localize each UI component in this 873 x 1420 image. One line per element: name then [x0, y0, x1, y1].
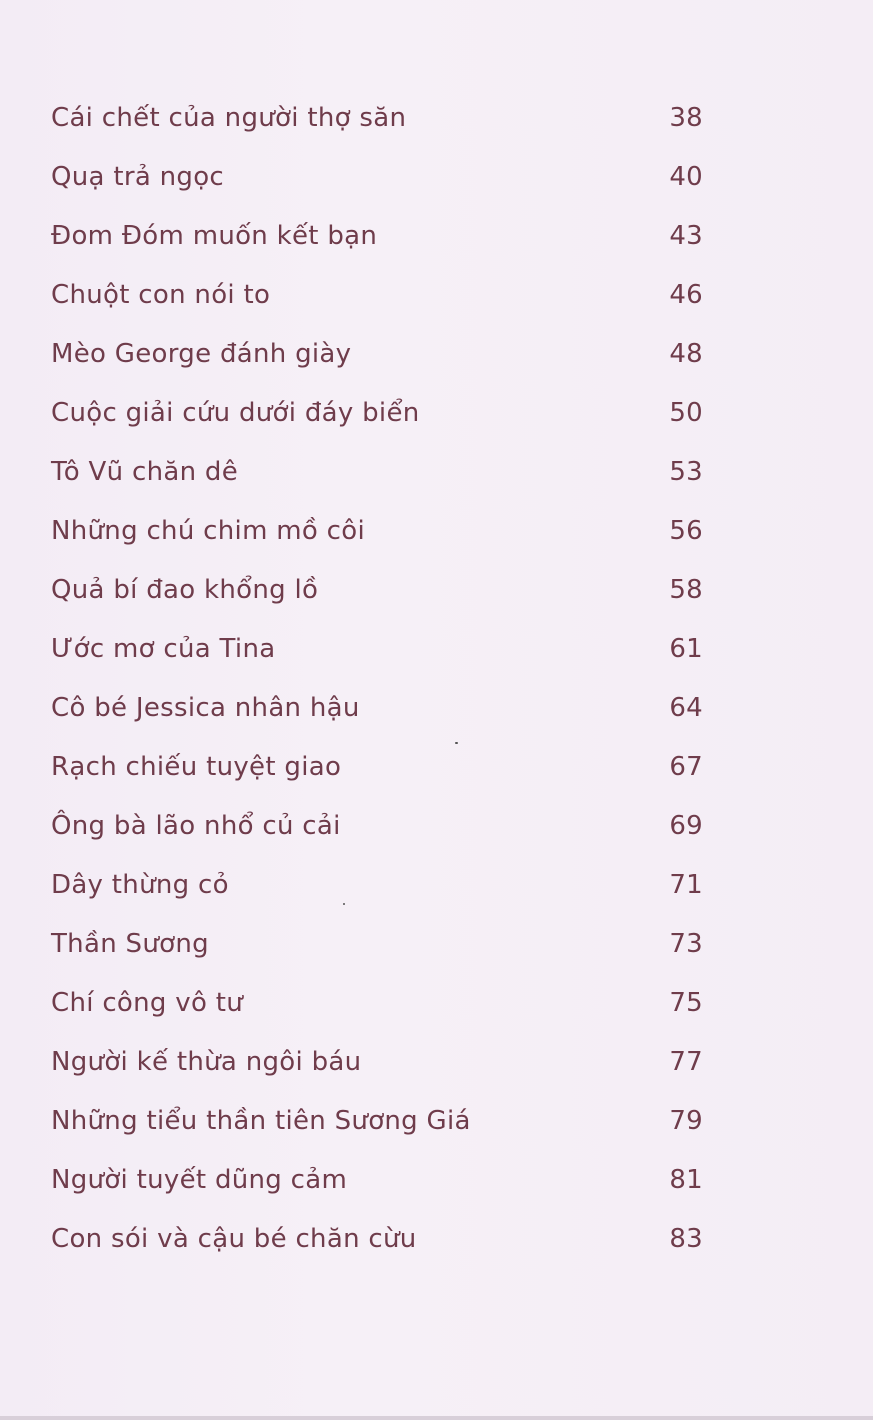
toc-entry	[51, 1209, 703, 1268]
toc-entry-title: Rạch chiếu tuyệt giao	[51, 751, 342, 782]
toc-entry-page-number: 58	[669, 574, 703, 605]
toc-entry	[51, 737, 703, 796]
print-speck	[343, 903, 345, 905]
toc-entry-title: Cuộc giải cứu dưới đáy biển	[51, 397, 420, 428]
toc-entry	[51, 914, 703, 973]
toc-entry-title: Ông bà lão nhổ củ cải	[51, 810, 341, 841]
toc-entry-title: Cái chết của người thợ săn	[51, 102, 407, 133]
toc-entry-title: Tô Vũ chăn dê	[51, 456, 239, 487]
toc-entry	[51, 206, 703, 265]
toc-entry-page-number: 61	[669, 633, 703, 664]
toc-entry-page-number: 83	[669, 1223, 703, 1254]
toc-entry-title: Người kế thừa ngôi báu	[51, 1046, 362, 1077]
toc-entry-page-number: 43	[669, 220, 703, 251]
toc-entry	[51, 147, 703, 206]
toc-entry-title: Mèo George đánh giày	[51, 338, 352, 369]
toc-entry-title: Quả bí đao khổng lồ	[51, 574, 319, 605]
toc-entry-title: Thần Sương	[51, 928, 209, 959]
page-bottom-edge	[0, 1416, 873, 1420]
toc-entry	[51, 973, 703, 1032]
toc-entry-page-number: 50	[669, 397, 703, 428]
print-speck	[455, 742, 458, 744]
toc-entry-page-number: 53	[669, 456, 703, 487]
toc-entry-title: Con sói và cậu bé chăn cừu	[51, 1223, 417, 1254]
toc-entry-page-number: 79	[669, 1105, 703, 1136]
toc-entry	[51, 560, 703, 619]
toc-entry	[51, 619, 703, 678]
toc-entry-title: Chuột con nói to	[51, 279, 271, 310]
toc-entry-page-number: 81	[669, 1164, 703, 1195]
toc-entry-title: Những chú chim mồ côi	[51, 515, 365, 546]
toc-entry-page-number: 73	[669, 928, 703, 959]
toc-entry-page-number: 56	[669, 515, 703, 546]
toc-entry-page-number: 67	[669, 751, 703, 782]
toc-entry-title: Người tuyết dũng cảm	[51, 1164, 348, 1195]
toc-entry	[51, 265, 703, 324]
toc-entry	[51, 796, 703, 855]
toc-entry-title: Những tiểu thần tiên Sương Giá	[51, 1105, 471, 1136]
toc-entry-page-number: 75	[669, 987, 703, 1018]
toc-entry-title: Quạ trả ngọc	[51, 161, 225, 192]
toc-entry-title: Ước mơ của Tina	[51, 633, 276, 664]
toc-entry-page-number: 69	[669, 810, 703, 841]
toc-entry-page-number: 38	[669, 102, 703, 133]
toc-entry-page-number: 77	[669, 1046, 703, 1077]
toc-entry	[51, 855, 703, 914]
toc-entry-title: Chí công vô tư	[51, 987, 244, 1018]
toc-entry-title: Dây thừng cỏ	[51, 869, 229, 900]
toc-entry	[51, 442, 703, 501]
toc-entry	[51, 324, 703, 383]
toc-entry-page-number: 71	[669, 869, 703, 900]
toc-entry	[51, 383, 703, 442]
toc-entry	[51, 1150, 703, 1209]
toc-entry	[51, 501, 703, 560]
toc-entry	[51, 1091, 703, 1150]
toc-entry	[51, 678, 703, 737]
toc-entry-title: Đom Đóm muốn kết bạn	[51, 220, 378, 251]
toc-entry-page-number: 64	[669, 692, 703, 723]
table-of-contents	[51, 88, 703, 1268]
toc-entry	[51, 1032, 703, 1091]
toc-entry-title: Cô bé Jessica nhân hậu	[51, 692, 360, 723]
toc-entry-page-number: 46	[669, 279, 703, 310]
toc-entry-page-number: 40	[669, 161, 703, 192]
toc-entry-page-number: 48	[669, 338, 703, 369]
toc-entry	[51, 88, 703, 147]
